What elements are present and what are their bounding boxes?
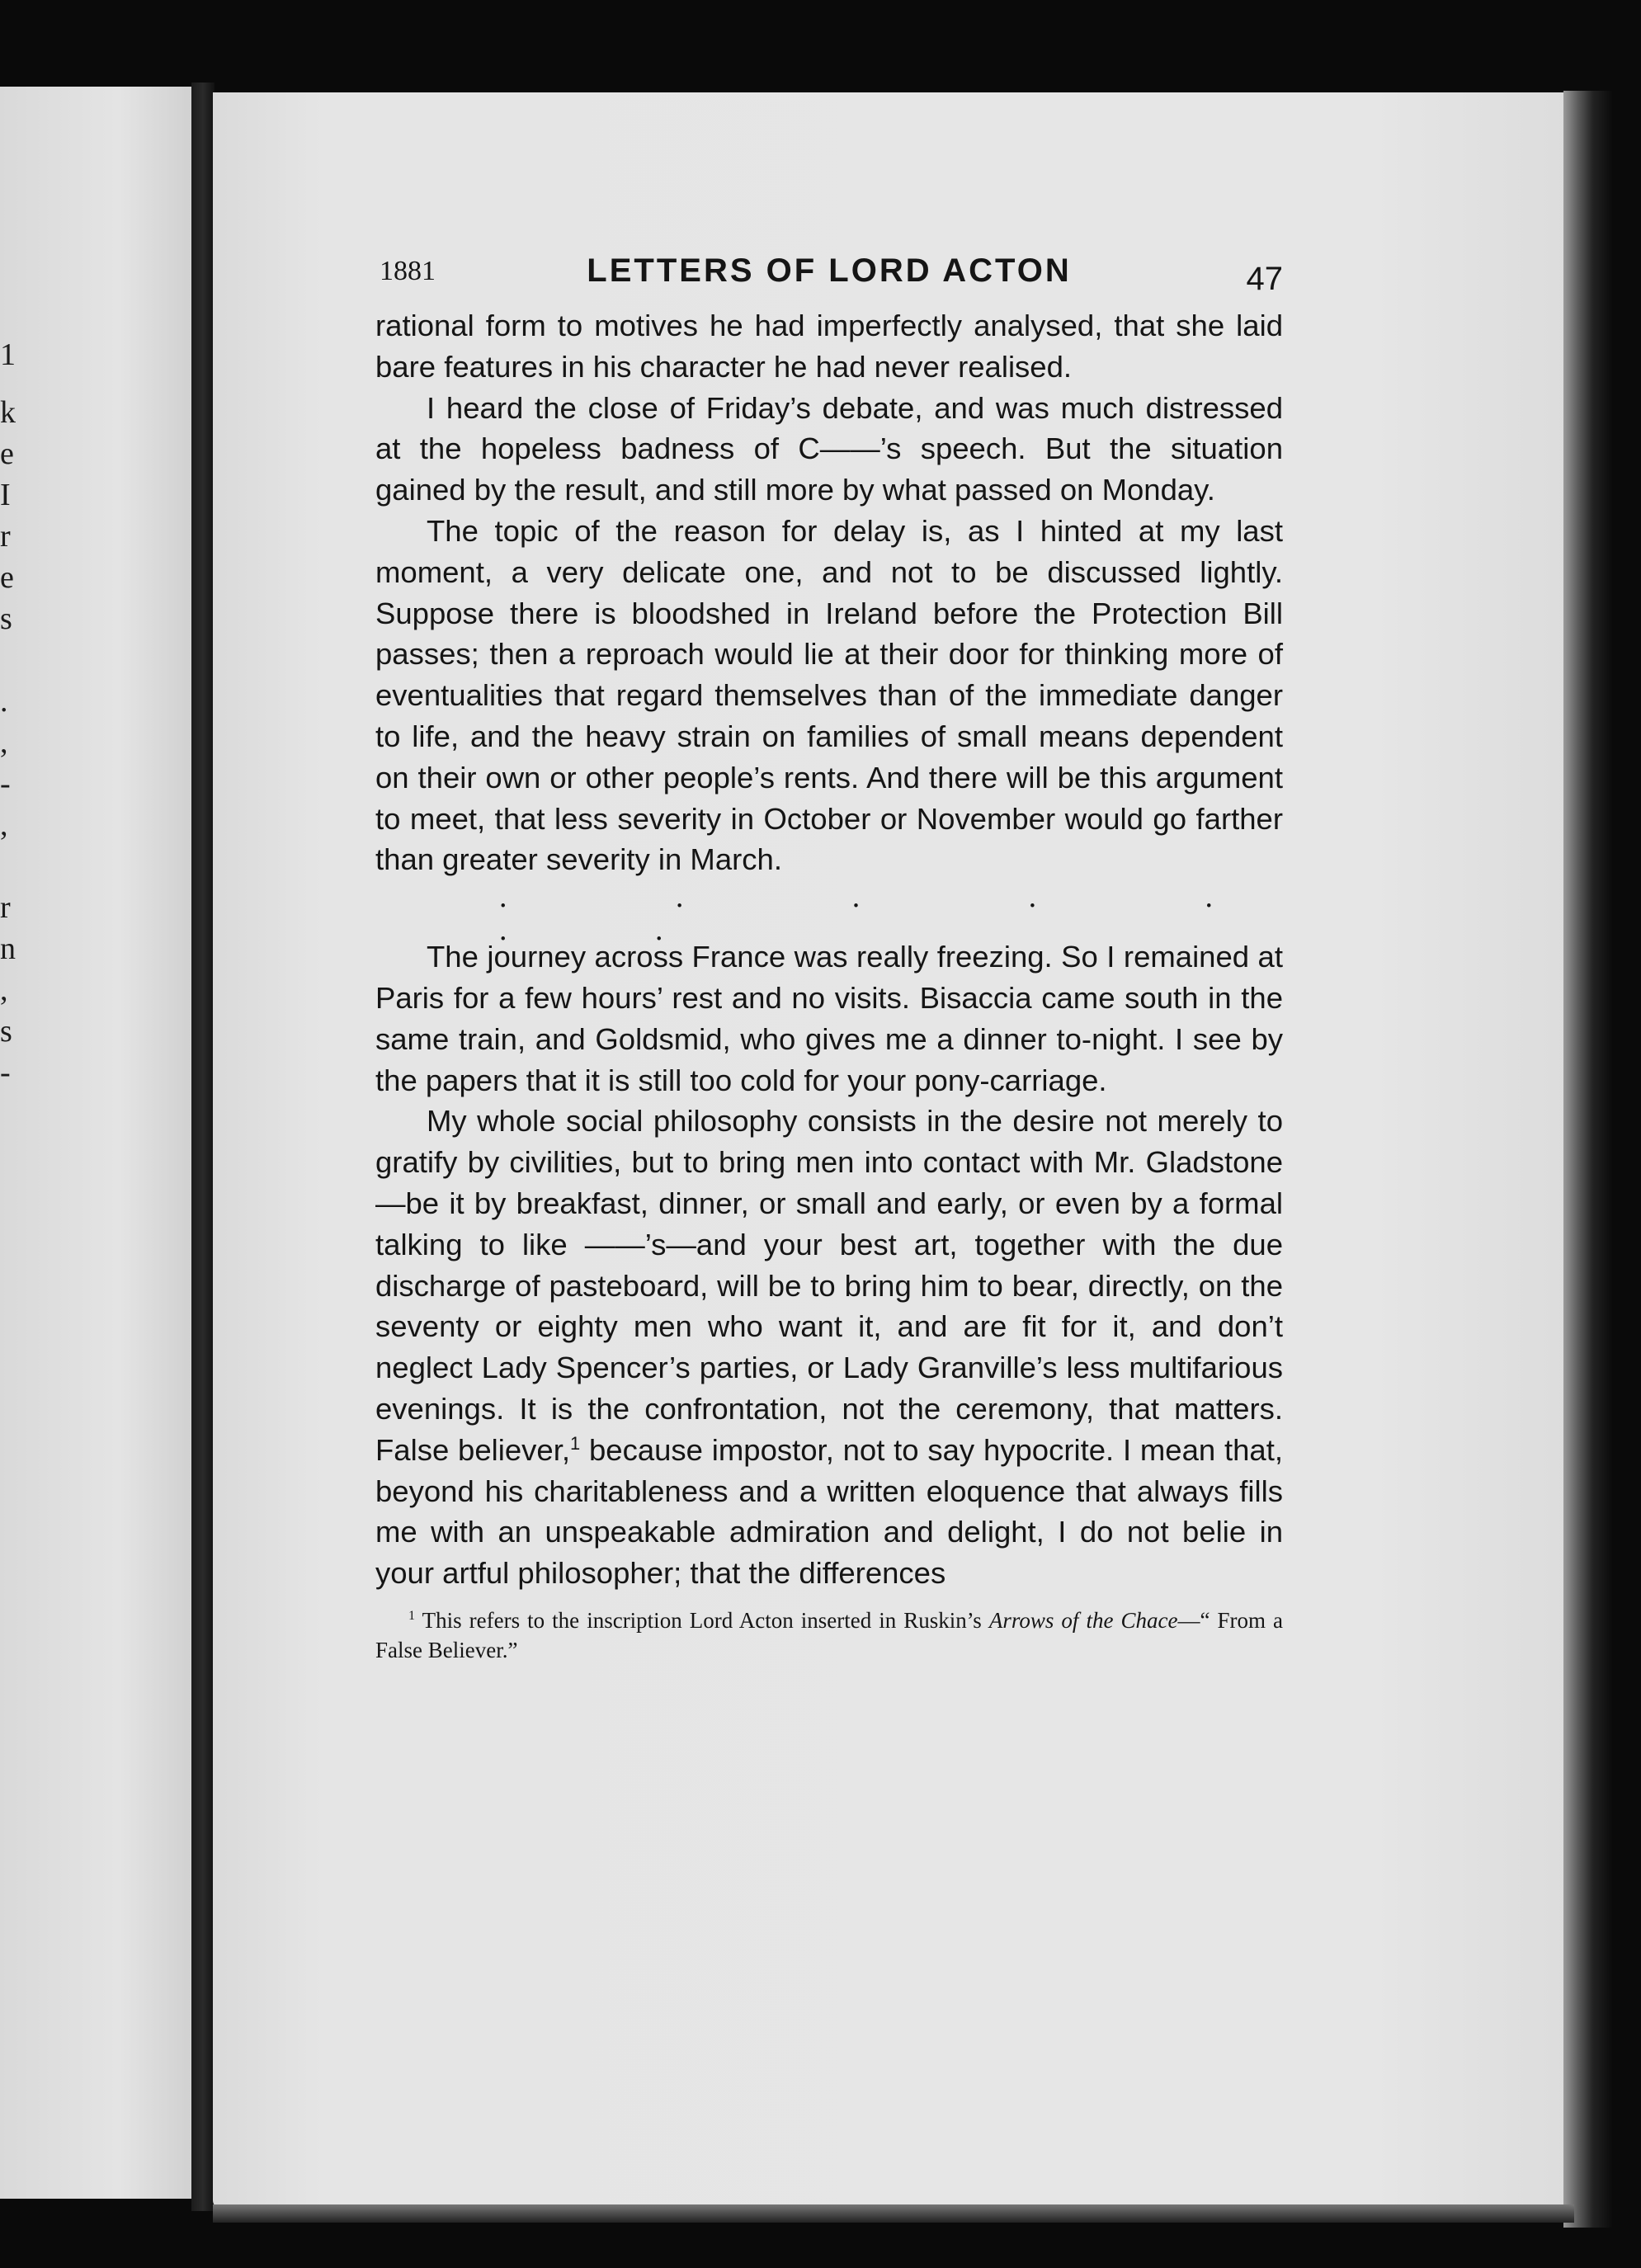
page-bottom-shadow: [213, 2204, 1574, 2223]
line-end-char: e: [0, 436, 14, 471]
header-year: 1881: [380, 256, 436, 286]
line-end-char: e: [0, 560, 14, 595]
paragraph: The topic of the reason for delay is, as I hinted at my last moment, a very delicate one, and not to be discussed lightly. Suppose there is bloodshed in Ireland before the Protection Bill passes; then a reproach would lie at their door for thinking more of eventualities that regard themselves than of the immediate danger to life, and the heavy strain on families of small means dependent on their own or other people’s rents. And there will be this argument to meet, that less severity in October or November would go farther than greater severity in March.: [375, 513, 1283, 877]
line-end-char: r: [0, 890, 11, 925]
line-end-char: -: [0, 766, 11, 801]
line-end-char: k: [0, 395, 16, 430]
footnote-reference: 1: [570, 1432, 581, 1454]
line-end-char: n: [0, 931, 16, 966]
paragraph: The journey across France was really freezing. So I remained at Paris for a few hours’ rest and no visits. Bisaccia came south in the same train, and Goldsmid, who gives me a dinner to-night. I see by the papers that it is still too cold for your pony-carriage.: [375, 940, 1283, 1097]
book-gutter: [191, 83, 215, 2211]
footnote-text: —“ From a False Believer.”: [375, 1607, 1283, 1662]
previous-page-edge: [0, 87, 198, 2199]
line-end-char: .: [0, 684, 8, 719]
paragraph-text: because impostor, not to say hypocrite. I mean that, beyond his charitableness and a written eloquence that always fills me with an unspeakable admiration and delight, I do not belie in your artful philosopher; that the differences: [375, 1432, 1284, 1591]
page-stack-edge: [1563, 91, 1613, 2228]
footnote-text: This refers to the inscription Lord Acton inserted in Ruskin’s: [415, 1607, 989, 1633]
line-end-char: r: [0, 519, 11, 554]
line-end-char: s: [0, 1014, 12, 1049]
page-number: 47: [1246, 261, 1283, 297]
line-end-char: -: [0, 1055, 11, 1090]
paragraph: I heard the close of Friday’s debate, and was much distressed at the hopeless badness of C——’s speech. But the situation gained by the result, and still more by what passed on Monday.: [375, 390, 1283, 507]
line-end-char: 1: [0, 337, 16, 372]
paragraph-text: My whole social philosophy consists in the desire not merely to gratify by civilities, but to bring men into contact with Mr. Gladstone—be it by breakfast, dinner, or small and early, or even by a formal talking to like ——’s—and your best art, together with the due discharge of pasteboard, will be to bring him to bear, directly, on the seventy or eighty men who want it, and are fit for it, and don’t neglect Lady Spencer’s parties, or Lady Granville’s less multifarious evenings. It is the confrontation, not the ceremony, that matters. False believer,: [375, 1104, 1283, 1467]
running-header: [375, 248, 1283, 305]
paragraph: [375, 1101, 1283, 1594]
letter-body: [375, 305, 1283, 1594]
ellipsis-separator: . . . . . . .: [499, 879, 1283, 948]
previous-page-line-endings: [0, 334, 25, 1093]
line-end-char: ,: [0, 725, 8, 760]
footnote-book-title: Arrows of the Chace: [988, 1607, 1178, 1633]
line-end-char: I: [0, 478, 11, 512]
footnote-marker: 1: [408, 1607, 416, 1623]
line-end-char: ,: [0, 973, 8, 1007]
line-end-char: s: [0, 601, 12, 636]
header-title: LETTERS OF LORD ACTON: [587, 252, 1072, 289]
paragraph: rational form to motives he had imperfectly analysed, that she laid bare features in his character he had never realised.: [375, 309, 1283, 384]
line-end-char: ,: [0, 808, 8, 842]
page-content: [375, 248, 1283, 1665]
footnote: [375, 1606, 1283, 1665]
